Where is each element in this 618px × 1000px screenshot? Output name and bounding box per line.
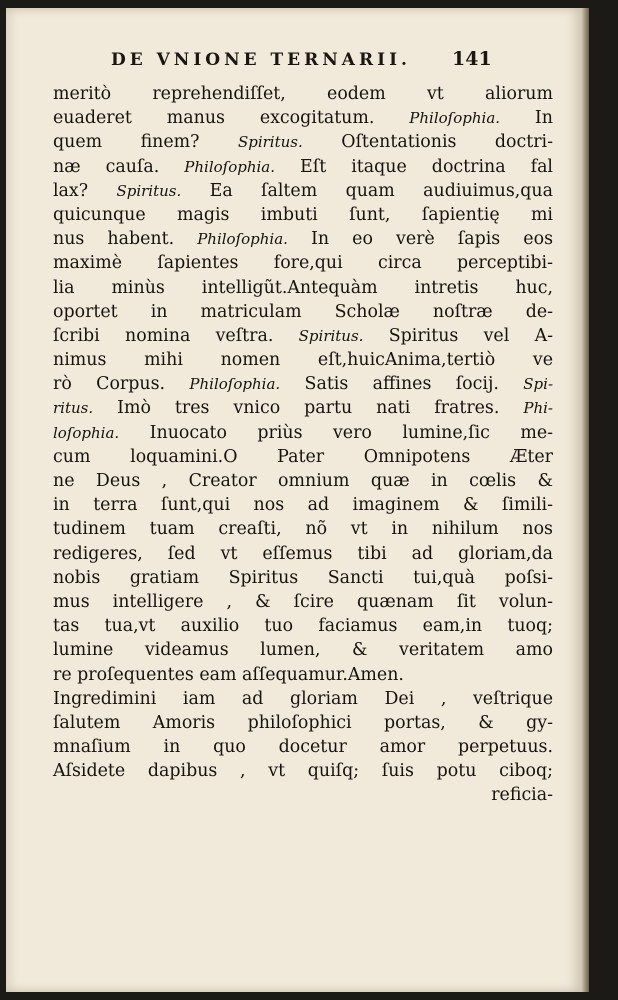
text-segment: nobis gratiam Spiritus Sancti tui,quà poſsi-: [53, 567, 553, 588]
speaker-label: Spiritus.: [298, 326, 364, 345]
text-segment: Aſsidete dapibus , vt quiſq; ſuis potu ciboq;: [53, 761, 553, 782]
text-segment: Ea ſaltem quam audiuimus,qua: [181, 180, 553, 201]
text-line: [53, 130, 553, 154]
text-segment: In eo verè ſapis eos: [287, 229, 553, 250]
text-line: [53, 735, 553, 759]
speaker-label: ritus.: [53, 399, 94, 418]
page-number: 141: [452, 48, 492, 70]
text-line: [53, 759, 553, 783]
text-line: [53, 179, 553, 203]
text-segment: lumine videamus lumen, & veritatem amo: [53, 640, 553, 661]
text-line: [53, 300, 553, 324]
text-line: [53, 687, 553, 711]
text-line: [53, 542, 553, 566]
text-segment: Spiritus vel A-: [363, 325, 554, 346]
speaker-label: Philoſophia.: [197, 230, 288, 249]
text-segment: ſalutem Amoris philoſophici portas, & gy-: [53, 712, 553, 733]
text-segment: in terra ſunt,qui nos ad imaginem & ſimili-: [53, 495, 553, 516]
text-segment: meritò reprehendiſſet, eodem vt aliorum: [53, 84, 553, 104]
text-segment: tas tua,vt auxilio tuo faciamus eam,in tuoq;: [53, 616, 553, 637]
text-line: [53, 396, 553, 420]
text-line: [53, 324, 553, 348]
text-segment: lia minùs intelligũt.Antequàm intretis huc,: [53, 277, 553, 298]
text-segment: reficia-: [491, 785, 553, 806]
text-line: [53, 203, 553, 227]
page-header: [6, 50, 581, 74]
text-segment: Ingredimini iam ad gloriam Dei , veſtrique: [53, 688, 553, 709]
speaker-label: Spi-: [523, 375, 554, 394]
body-text: [53, 82, 553, 808]
text-line: [53, 638, 553, 662]
text-segment: quicunque magis imbuti ſunt, ſapientię mi: [53, 204, 553, 225]
text-segment: redigeres, ſed vt eſſemus tibi ad gloriam,da: [53, 543, 553, 564]
speaker-label: Philoſophia.: [409, 109, 501, 128]
text-segment: ſcribi nomina veſtra.: [53, 325, 299, 346]
text-line: [53, 445, 553, 469]
text-line: [53, 493, 553, 517]
speaker-label: Philoſophia.: [184, 157, 276, 176]
text-line: [53, 469, 553, 493]
text-line: [53, 82, 553, 106]
speaker-label: Spiritus.: [116, 181, 182, 200]
speaker-label: Spiritus.: [237, 133, 303, 152]
speaker-label: Phi-: [523, 399, 553, 418]
text-line: [53, 663, 553, 687]
text-segment: rò Corpus.: [53, 374, 190, 395]
text-line: [53, 155, 553, 179]
text-segment: cum loquamini.O Pater Omnipotens Æter: [53, 446, 553, 467]
text-line: [53, 227, 553, 251]
text-segment: tudinem tuam creaſti, nõ vt in nihilum nos: [53, 519, 553, 540]
text-segment: lax?: [53, 180, 117, 201]
text-segment: Satis affines ſocij.: [280, 374, 524, 395]
text-line: [53, 590, 553, 614]
text-line: [53, 783, 553, 807]
text-segment: Eſt itaque doctrina fal: [275, 156, 553, 177]
text-segment: mus intelligere , & ſcire quænam ſit volun-: [53, 591, 553, 612]
text-segment: quem finem?: [53, 132, 238, 153]
text-segment: mnaſium in quo docetur amor perpetuus.: [53, 737, 553, 758]
text-segment: re proſequentes eam aſſequamur.Amen.: [53, 664, 404, 685]
text-line: [53, 372, 553, 396]
text-segment: næ cauſa.: [53, 156, 185, 177]
text-line: [53, 251, 553, 275]
text-segment: In: [500, 108, 553, 129]
text-segment: nus habent.: [53, 229, 198, 250]
text-segment: Imò tres vnico partu nati fratres.: [93, 398, 524, 419]
text-segment: oportet in matriculam Scholæ noſtræ de-: [53, 301, 553, 322]
text-line: [53, 348, 553, 372]
text-line: [53, 517, 553, 541]
text-line: [53, 614, 553, 638]
running-title: DE VNIONE TERNARII.: [111, 50, 411, 70]
text-line: [53, 421, 553, 445]
text-segment: maximè ſapientes fore,qui circa perceptibi-: [53, 253, 553, 274]
text-segment: Inuocato priùs vero lumine,ſic me-: [119, 422, 553, 443]
text-line: [53, 566, 553, 590]
text-segment: ne Deus , Creator omnium quæ in cœlis &: [53, 471, 553, 491]
text-line: [53, 106, 553, 130]
text-line: [53, 276, 553, 300]
text-segment: nimus mihi nomen eſt,huicAnima,tertiò ve: [53, 350, 553, 371]
text-line: [53, 711, 553, 735]
speaker-label: Philoſophia.: [189, 375, 281, 394]
speaker-label: loſophia.: [53, 423, 120, 442]
text-segment: euaderet manus excogitatum.: [53, 108, 410, 129]
text-segment: Oſtentationis doctri-: [302, 132, 553, 153]
book-page: [6, 8, 581, 992]
